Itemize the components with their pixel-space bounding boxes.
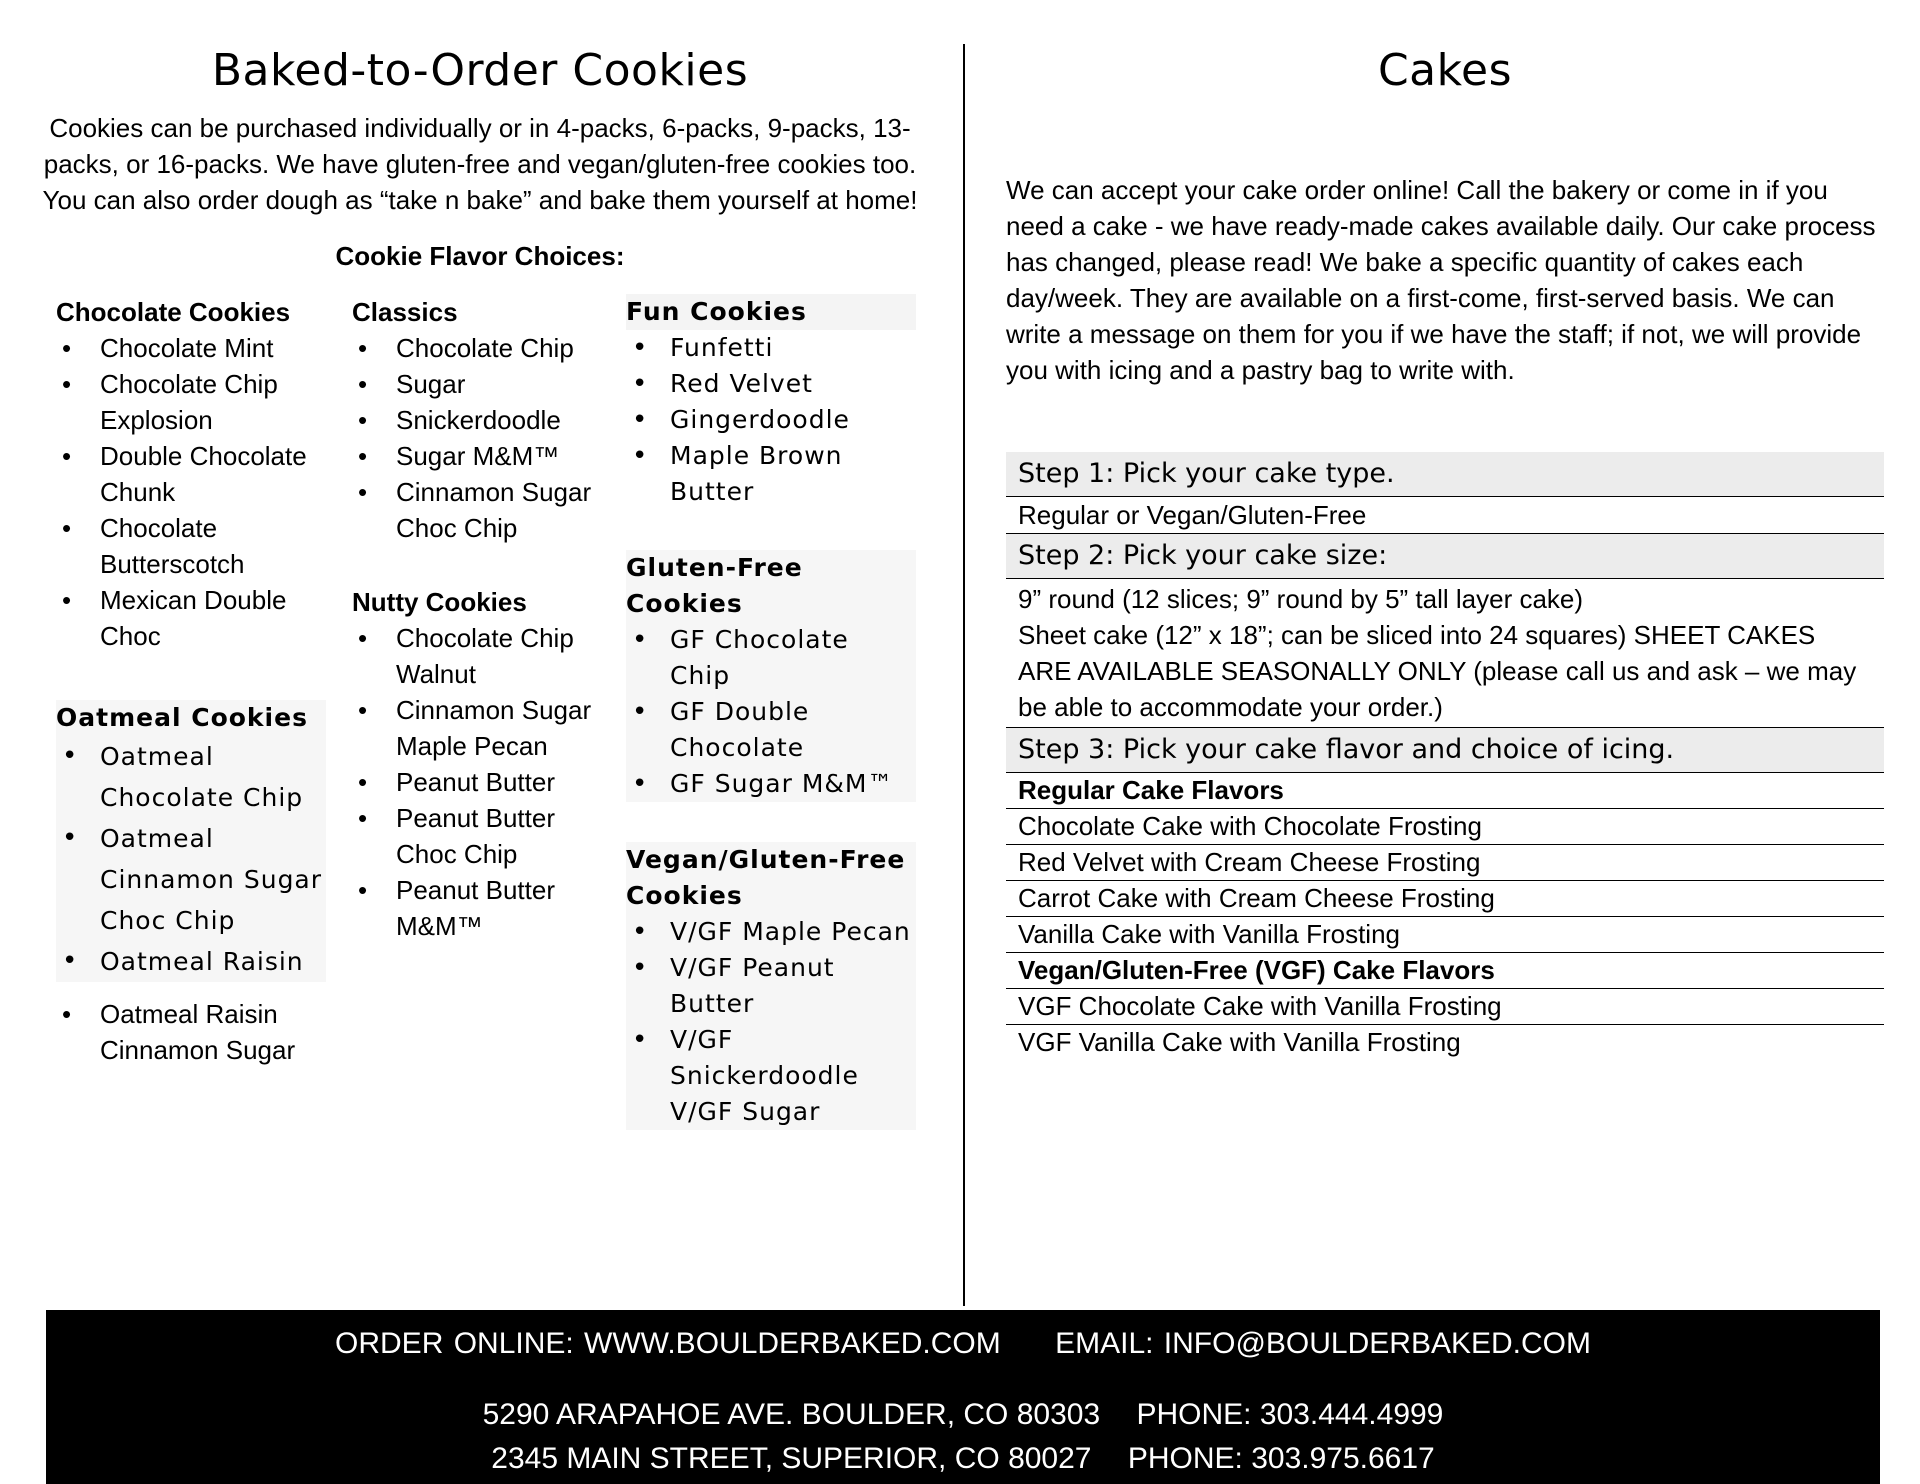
- oatmeal-cookies-heading: Oatmeal Cookies: [56, 703, 308, 732]
- step-3-heading: Step 3: Pick your cake flavor and choice of icing.: [1006, 728, 1884, 773]
- cookies-title: Baked-to-Order Cookies: [211, 45, 749, 96]
- cookie-flavor-heading: Cookie Flavor Choices:: [335, 241, 625, 271]
- superior-phone: PHONE: 303.975.6617: [1127, 1442, 1435, 1475]
- cookies-intro: Cookies can be purchased individually or in 4-packs, 6-packs, 9-packs, 13-packs, or 16-packs. We have gluten-free and vegan/gluten-free cookies too. You can also order dough as “take n bake” and bake them yourself at home!: [42, 113, 918, 215]
- footer-online-line: [46, 1322, 1880, 1366]
- list-item: • Oatmeal Cinnamon Sugar Choc Chip: [56, 818, 326, 941]
- cookies-section: [40, 40, 920, 1126]
- nutty-cookies-heading: Nutty Cookies: [352, 587, 527, 617]
- list-item: • Chocolate Butterscotch: [56, 510, 326, 582]
- vegan-gf-list: [626, 914, 916, 1130]
- list-item: • Mexican Double Choc: [56, 582, 326, 654]
- list-item: • Sugar M&M™: [352, 438, 602, 474]
- superior-address: 2345 MAIN STREET, SUPERIOR, CO 80027: [491, 1442, 1092, 1475]
- list-item: • Gingerdoodle: [626, 402, 916, 438]
- boulder-phone: PHONE: 303.444.4999: [1136, 1398, 1444, 1431]
- regular-flavors-heading: Regular Cake Flavors: [1006, 773, 1884, 809]
- table-row: Carrot Cake with Cream Cheese Frosting: [1006, 881, 1884, 917]
- list-item: • Chocolate Chip Walnut: [352, 620, 602, 692]
- vegan-gf-heading: Vegan/Gluten-Free Cookies: [626, 845, 906, 910]
- chocolate-cookies-list: [56, 330, 326, 654]
- list-item: • Peanut Butter M&M™: [352, 872, 602, 944]
- vegan-gf-box: [626, 842, 916, 1130]
- cookie-column-2: [352, 294, 602, 944]
- table-row: VGF Chocolate Cake with Vanilla Frosting: [1006, 989, 1884, 1025]
- fun-cookies-heading: Fun Cookies: [626, 294, 916, 330]
- sheet-cake-size: Sheet cake (12” x 18”; can be sliced into 24 squares) SHEET CAKES ARE AVAILABLE SEASONALLY ONLY (please call us and ask – we may be able to accommodate your order.): [1018, 620, 1857, 722]
- list-item: • Chocolate Mint: [56, 330, 326, 366]
- list-item: • Chocolate Chip: [352, 330, 602, 366]
- fun-cookies-list: [626, 330, 916, 510]
- table-row: Chocolate Cake with Chocolate Frosting: [1006, 809, 1884, 845]
- table-row: VGF Vanilla Cake with Vanilla Frosting: [1018, 1027, 1461, 1057]
- contact-footer: [46, 1310, 1880, 1484]
- classics-list: [352, 330, 602, 546]
- list-item: • Peanut Butter: [352, 764, 602, 800]
- list-item: • Sugar: [352, 366, 602, 402]
- list-item: • Snickerdoodle: [352, 402, 602, 438]
- step-2-heading: Step 2: Pick your cake size:: [1006, 534, 1884, 579]
- vgf-flavors-heading: Vegan/Gluten-Free (VGF) Cake Flavors: [1006, 953, 1884, 989]
- cakes-section: [1006, 40, 1884, 1060]
- cookie-column-1: [56, 294, 326, 1068]
- email-link[interactable]: EMAIL: INFO@BOULDERBAKED.COM: [1055, 1327, 1591, 1360]
- cake-steps-table: [1006, 452, 1884, 1060]
- cookie-column-3: [626, 294, 916, 1130]
- chocolate-cookies-heading: Chocolate Cookies: [56, 297, 291, 327]
- oatmeal-cookies-list: [56, 736, 326, 982]
- list-item: • Double Chocolate Chunk: [56, 438, 326, 510]
- list-item: • Maple Brown Butter: [626, 438, 916, 510]
- step-1-body: Regular or Vegan/Gluten-Free: [1006, 497, 1884, 534]
- step-1-heading: Step 1: Pick your cake type.: [1006, 452, 1884, 497]
- boulder-address: 5290 ARAPAHOE AVE. BOULDER, CO 80303: [482, 1398, 1101, 1431]
- footer-superior-line: [46, 1438, 1880, 1480]
- list-item: • Oatmeal Chocolate Chip: [56, 736, 326, 818]
- round-cake-size: 9” round (12 slices; 9” round by 5” tall layer cake): [1018, 584, 1584, 614]
- list-item: • Oatmeal Raisin Cinnamon Sugar: [56, 996, 326, 1068]
- list-item: • V/GF Snickerdoodle V/GF Sugar: [626, 1022, 916, 1130]
- list-item: • Funfetti: [626, 330, 916, 366]
- gluten-free-box: [626, 550, 916, 802]
- cookie-flavor-columns: [40, 294, 920, 1126]
- step-2-body: [1006, 579, 1884, 728]
- cakes-intro: We can accept your cake order online! Call the bakery or come in if you need a cake - we have ready-made cakes available daily. Our cake process has changed, please read! We bake a specific quantity of cakes each day/week. They are available on a first-come, first-served basis. We can write a message on them for you if we have the staff; if not, we will provide you with icing and a pastry bag to write with.: [1006, 175, 1876, 385]
- nutty-cookies-list: [352, 620, 602, 944]
- list-item: • GF Sugar M&M™: [626, 766, 916, 802]
- list-item: • Peanut Butter Choc Chip: [352, 800, 602, 872]
- order-online-link[interactable]: ORDER ONLINE: WWW.BOULDERBAKED.COM: [335, 1327, 1001, 1360]
- classics-heading: Classics: [352, 297, 458, 327]
- list-item: • Oatmeal Raisin: [56, 941, 326, 982]
- list-item: • GF Chocolate Chip: [626, 622, 916, 694]
- list-item: • V/GF Maple Pecan: [626, 914, 916, 950]
- table-row: Vanilla Cake with Vanilla Frosting: [1006, 917, 1884, 953]
- oatmeal-cookies-list-extra: [56, 996, 326, 1068]
- cakes-title: Cakes: [1377, 45, 1513, 96]
- list-item: • Cinnamon Sugar Maple Pecan: [352, 692, 602, 764]
- list-item: • V/GF Peanut Butter: [626, 950, 916, 1022]
- column-divider: [963, 44, 965, 1306]
- list-item: • Chocolate Chip Explosion: [56, 366, 326, 438]
- list-item: • Cinnamon Sugar Choc Chip: [352, 474, 602, 546]
- footer-boulder-line: [46, 1394, 1880, 1436]
- list-item: • GF Double Chocolate: [626, 694, 916, 766]
- list-item: • Red Velvet: [626, 366, 916, 402]
- gluten-free-heading: Gluten-Free Cookies: [626, 553, 803, 618]
- oatmeal-cookies-box: [56, 700, 326, 982]
- table-row: Red Velvet with Cream Cheese Frosting: [1006, 845, 1884, 881]
- gluten-free-list: [626, 622, 916, 802]
